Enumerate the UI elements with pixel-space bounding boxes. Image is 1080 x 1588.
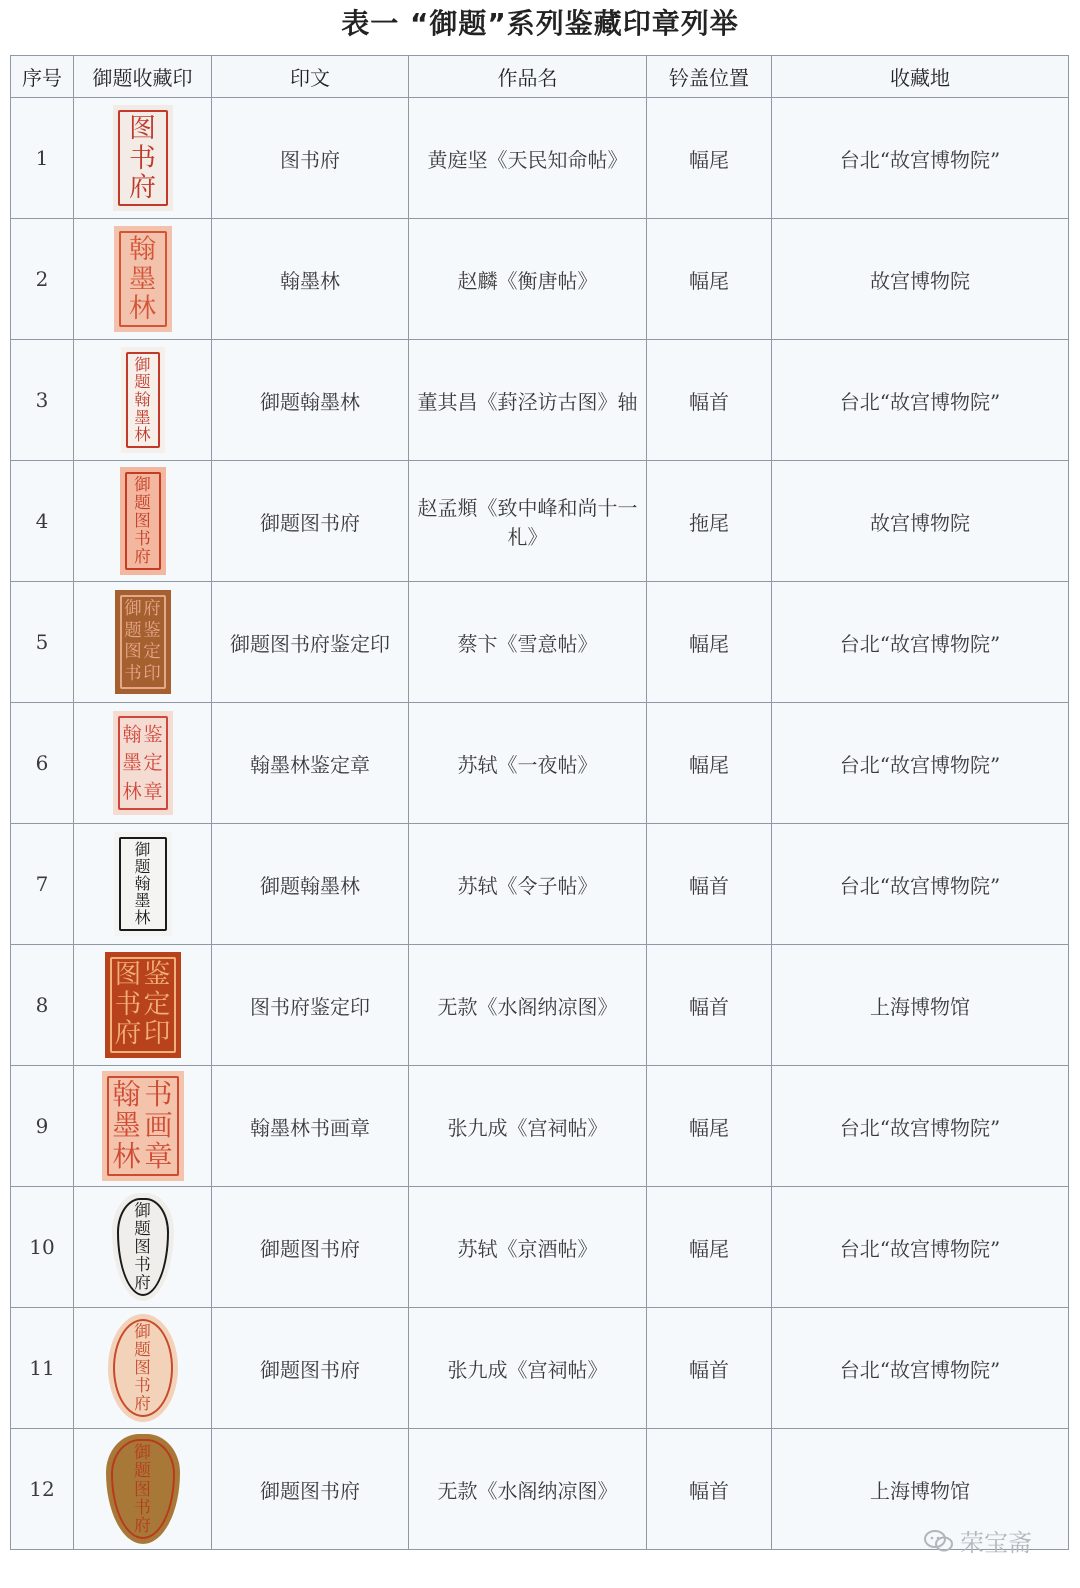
work-name: 黄庭坚《天民知命帖》 xyxy=(409,98,647,219)
seal-text: 图书府鉴定印 xyxy=(212,945,409,1066)
seal-image-cell xyxy=(74,824,212,945)
row-number: 7 xyxy=(11,824,74,945)
seal-image xyxy=(108,1314,178,1422)
seal-glyphs xyxy=(129,476,157,566)
seal-glyph: 题 xyxy=(134,1339,151,1359)
seal-glyph: 墨 xyxy=(134,891,151,911)
seal-image xyxy=(113,711,173,815)
seal-image xyxy=(114,832,172,936)
table-row xyxy=(11,340,1069,461)
seal-glyph: 府 xyxy=(134,1393,151,1413)
watermark-text: 荣宝斋 xyxy=(960,1529,1032,1557)
stamp-position: 幅首 xyxy=(647,824,772,945)
seal-glyph: 题 xyxy=(124,620,142,641)
table-title: 表一 “御题”系列鉴藏印章列举 xyxy=(341,7,739,40)
collection-location: 台北“故宫博物院” xyxy=(772,1308,1069,1429)
seal-glyph: 翰 xyxy=(134,389,151,409)
collection-location: 台北“故宫博物院” xyxy=(772,340,1069,461)
seal-glyph: 翰 xyxy=(112,1078,141,1112)
seal-text: 御题图书府 xyxy=(212,1429,409,1550)
seal-image-cell xyxy=(74,1066,212,1187)
seal-text: 图书府 xyxy=(212,98,409,219)
seal-glyph: 御 xyxy=(134,1321,151,1341)
seal-glyph: 林 xyxy=(122,780,142,803)
seal-text: 御题图书府 xyxy=(212,1308,409,1429)
seal-glyph: 墨 xyxy=(129,263,156,295)
seal-glyph: 书 xyxy=(134,528,151,548)
seal-glyph: 画 xyxy=(144,1108,173,1142)
table-header-row xyxy=(11,56,1069,98)
work-name: 张九成《宫祠帖》 xyxy=(409,1308,647,1429)
seal-glyph: 林 xyxy=(134,425,151,445)
header-stamp-position: 钤盖位置 xyxy=(647,56,772,98)
seal-glyph: 图 xyxy=(129,113,156,145)
table-row xyxy=(11,703,1069,824)
work-name: 赵孟頫《致中峰和尚十一札》 xyxy=(409,461,647,582)
seal-text: 翰墨林 xyxy=(212,219,409,340)
collection-location: 台北“故宫博物院” xyxy=(772,1066,1069,1187)
header-work-name: 作品名 xyxy=(409,56,647,98)
seal-image-cell xyxy=(74,1308,212,1429)
row-number: 5 xyxy=(11,582,74,703)
work-name: 无款《水阁纳凉图》 xyxy=(409,945,647,1066)
seal-glyph: 图 xyxy=(124,642,142,662)
seal-glyph: 图 xyxy=(134,1357,151,1377)
wechat-icon xyxy=(924,1529,954,1553)
stamp-position: 幅尾 xyxy=(647,582,772,703)
seal-glyph: 御 xyxy=(134,354,151,374)
seal-glyph: 翰 xyxy=(134,874,151,894)
collection-location: 台北“故宫博物院” xyxy=(772,703,1069,824)
seal-image xyxy=(120,467,166,575)
seal-glyph: 印 xyxy=(143,1017,171,1049)
seal-glyph: 府 xyxy=(134,1272,151,1292)
seal-glyphs xyxy=(121,1202,165,1292)
seal-glyph: 鉴 xyxy=(143,722,163,746)
table-row xyxy=(11,1066,1069,1187)
row-number: 10 xyxy=(11,1187,74,1308)
seal-glyph: 御 xyxy=(134,1200,151,1220)
collection-location: 台北“故宫博物院” xyxy=(772,824,1069,945)
work-name: 赵麟《衡唐帖》 xyxy=(409,219,647,340)
seal-image xyxy=(105,952,181,1058)
seal-image xyxy=(102,1071,184,1181)
seal-glyphs xyxy=(124,599,162,685)
header-seal-text: 印文 xyxy=(212,56,409,98)
collection-location: 上海博物馆 xyxy=(772,1429,1069,1550)
seal-glyph: 印 xyxy=(143,663,161,684)
seal-glyphs xyxy=(123,235,163,323)
seal-glyph: 御 xyxy=(134,839,151,859)
header-collection: 收藏地 xyxy=(772,56,1069,98)
seal-image-cell xyxy=(74,703,212,824)
header-number: 序号 xyxy=(11,56,74,98)
seal-image-cell xyxy=(74,340,212,461)
stamp-position: 幅首 xyxy=(647,1308,772,1429)
row-number: 9 xyxy=(11,1066,74,1187)
row-number: 8 xyxy=(11,945,74,1066)
seal-glyph: 题 xyxy=(134,492,151,512)
seal-image-cell xyxy=(74,1187,212,1308)
table-row xyxy=(11,461,1069,582)
seal-text: 御题图书府 xyxy=(212,1187,409,1308)
stamp-position: 幅尾 xyxy=(647,703,772,824)
work-name: 张九成《宫祠帖》 xyxy=(409,1066,647,1187)
seal-glyphs xyxy=(114,961,172,1049)
row-number: 6 xyxy=(11,703,74,824)
stamp-position: 拖尾 xyxy=(647,461,772,582)
seal-glyphs xyxy=(130,356,156,444)
seal-text: 御题图书府 xyxy=(212,461,409,582)
work-name: 苏轼《一夜帖》 xyxy=(409,703,647,824)
work-name: 蔡卞《雪意帖》 xyxy=(409,582,647,703)
row-number: 1 xyxy=(11,98,74,219)
seal-glyph: 图 xyxy=(134,510,151,530)
work-name: 董其昌《葑泾访古图》轴 xyxy=(409,340,647,461)
seal-glyph: 府 xyxy=(143,599,161,619)
table-row xyxy=(11,945,1069,1066)
seal-image xyxy=(106,1434,180,1544)
collection-location: 台北“故宫博物院” xyxy=(772,98,1069,219)
seal-image-cell xyxy=(74,1429,212,1550)
seal-glyph: 章 xyxy=(144,1139,173,1173)
table-row xyxy=(11,1429,1069,1550)
row-number: 3 xyxy=(11,340,74,461)
table-row xyxy=(11,1308,1069,1429)
seal-glyph: 墨 xyxy=(112,1108,141,1142)
seal-glyph: 府 xyxy=(134,1515,151,1536)
table-row xyxy=(11,98,1069,219)
seal-glyph: 墨 xyxy=(122,751,142,775)
seal-glyph: 书 xyxy=(134,1496,151,1517)
seal-glyph: 林 xyxy=(129,292,156,324)
seal-text: 御题翰墨林 xyxy=(212,824,409,945)
collection-location: 台北“故宫博物院” xyxy=(772,582,1069,703)
seal-glyph: 书 xyxy=(144,1078,173,1112)
seal-glyphs xyxy=(122,114,164,202)
stamp-position: 幅首 xyxy=(647,1429,772,1550)
seal-table xyxy=(10,55,1069,1550)
collection-location: 故宫博物院 xyxy=(772,461,1069,582)
stamp-position: 幅首 xyxy=(647,340,772,461)
seal-glyph: 府 xyxy=(134,546,151,566)
row-number: 2 xyxy=(11,219,74,340)
collection-location: 台北“故宫博物院” xyxy=(772,1187,1069,1308)
seal-glyph: 题 xyxy=(134,1218,151,1238)
seal-text: 翰墨林鉴定章 xyxy=(212,703,409,824)
seal-glyph: 书 xyxy=(114,988,142,1020)
seal-glyph: 鉴 xyxy=(143,959,171,991)
work-name: 无款《水阁纳凉图》 xyxy=(409,1429,647,1550)
table-row xyxy=(11,582,1069,703)
stamp-position: 幅尾 xyxy=(647,98,772,219)
seal-glyph: 府 xyxy=(114,1017,142,1049)
seal-glyph: 御 xyxy=(134,474,151,494)
seal-glyphs xyxy=(117,1323,169,1413)
seal-glyph: 墨 xyxy=(134,407,151,427)
seal-glyph: 图 xyxy=(134,1478,151,1499)
row-number: 4 xyxy=(11,461,74,582)
seal-image xyxy=(121,347,165,453)
seal-glyph: 图 xyxy=(114,959,142,991)
seal-glyph: 翰 xyxy=(129,234,156,266)
seal-glyphs xyxy=(122,720,164,806)
seal-glyph: 题 xyxy=(134,372,151,392)
seal-glyph: 定 xyxy=(143,751,163,775)
seal-glyph: 定 xyxy=(143,642,161,662)
seal-glyph: 书 xyxy=(129,142,156,174)
table-row xyxy=(11,1187,1069,1308)
seal-glyph: 图 xyxy=(134,1236,151,1256)
table-row xyxy=(11,824,1069,945)
seal-glyph: 林 xyxy=(112,1139,141,1173)
stamp-position: 幅尾 xyxy=(647,1066,772,1187)
work-name: 苏轼《京酒帖》 xyxy=(409,1187,647,1308)
seal-image-cell xyxy=(74,219,212,340)
row-number: 11 xyxy=(11,1308,74,1429)
seal-glyphs xyxy=(111,1080,175,1172)
row-number: 12 xyxy=(11,1429,74,1550)
seal-glyphs xyxy=(123,841,163,927)
seal-image-cell xyxy=(74,461,212,582)
collection-location: 故宫博物院 xyxy=(772,219,1069,340)
seal-glyph: 御 xyxy=(134,1441,151,1462)
seal-glyph: 府 xyxy=(129,171,156,203)
seal-text: 御题翰墨林 xyxy=(212,340,409,461)
seal-image-cell xyxy=(74,98,212,219)
work-name: 苏轼《令子帖》 xyxy=(409,824,647,945)
seal-glyph: 林 xyxy=(134,908,151,928)
seal-glyph: 翰 xyxy=(122,722,142,746)
seal-glyph: 题 xyxy=(134,856,151,876)
stamp-position: 幅首 xyxy=(647,945,772,1066)
table-row xyxy=(11,219,1069,340)
seal-text: 御题图书府鉴定印 xyxy=(212,582,409,703)
seal-image xyxy=(113,105,173,211)
watermark xyxy=(924,1523,1032,1558)
seal-glyph: 书 xyxy=(134,1254,151,1274)
stamp-position: 幅尾 xyxy=(647,1187,772,1308)
header-seal-image: 御题收藏印 xyxy=(74,56,212,98)
seal-glyph: 鉴 xyxy=(143,620,161,641)
stamp-position: 幅尾 xyxy=(647,219,772,340)
seal-image xyxy=(115,590,171,694)
seal-glyph: 定 xyxy=(143,988,171,1020)
seal-image xyxy=(114,226,172,332)
seal-glyph: 书 xyxy=(134,1375,151,1395)
seal-image xyxy=(112,1193,174,1301)
seal-glyph: 书 xyxy=(124,663,142,684)
seal-glyphs xyxy=(115,1443,171,1535)
seal-glyph: 题 xyxy=(134,1460,151,1481)
collection-location: 上海博物馆 xyxy=(772,945,1069,1066)
seal-image-cell xyxy=(74,582,212,703)
seal-glyph: 御 xyxy=(124,599,142,619)
seal-text: 翰墨林书画章 xyxy=(212,1066,409,1187)
seal-image-cell xyxy=(74,945,212,1066)
seal-glyph: 章 xyxy=(143,780,163,803)
